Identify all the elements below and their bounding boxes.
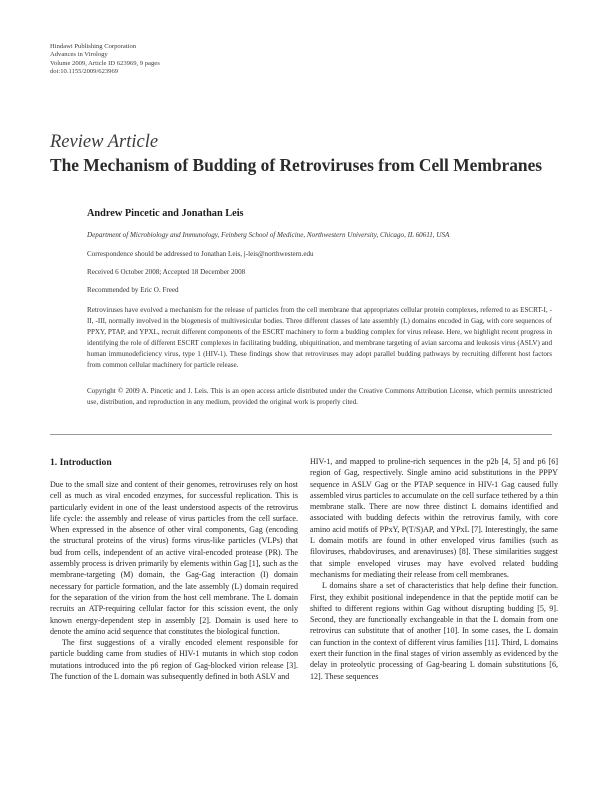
publisher-name: Hindawi Publishing Corporation (50, 43, 137, 50)
recommended-by: Recommended by Eric O. Freed (87, 286, 179, 294)
volume-info: Volume 2009, Article ID 623969, 9 pages (50, 59, 160, 67)
journal-name: Advances in Virology (50, 51, 108, 59)
received-accepted-dates: Received 6 October 2008; Accepted 18 December 2008 (87, 268, 246, 276)
paragraph: The first suggestions of a virally encoded element responsible for particle budding came from studies of HIV-1 mutants in which stop codon mutations introduced into the p6 region of Gag-blocked virion release [3]. The function of the L domain was subsequently defined in both ASLV and (50, 638, 298, 682)
body-column-right (310, 456, 558, 682)
section-divider (50, 434, 552, 435)
paragraph: HIV-1, and mapped to proline-rich sequences in the p2b [4, 5] and p6 [6] region of Gag, respectively. Single amino acid substitutions in the PPPY sequence in ASLV Gag or the PTAP sequence in HIV-1 Gag caused fully assembled virus particles to accumulate on the cell surface tethered by a thin membrane stalk. There are now three distinct L domains identified and associated with budding defects within the retrovirus family, with core amino acid motifs of PPxY, P(T/S)AP, and YPxL [7]. Interestingly, the same L domain motifs are found in other enveloped virus families (such as filoviruses, rhabdoviruses, and arenaviruses) [8]. These similarities suggest that simple enveloped viruses may have evolved related budding mechanisms for mediating their release from cell membranes. (310, 457, 558, 579)
doi-link[interactable]: doi:10.1155/2009/623969 (50, 68, 119, 76)
paragraph: L domains share a set of characteristics that help define their function. First, they exhibit positional independence in that the peptide motif can be shifted to different regions within Gag without disrupting budding [5, 9]. Second, they are functionally exchangeable in that the L domain from one retrovirus can substitute that of another [10]. In some cases, the L domain can function in the context of different virus families [11]. Third, L domains exert their function in the final stages of virion assembly as evidenced by the delay in proteolytic processing of Gag-bearing L domain substitutions [6, 12]. These sequences (310, 581, 558, 681)
section-heading: 1. Introduction (50, 457, 112, 468)
affiliation: Department of Microbiology and Immunology, Feinberg School of Medicine, Northwestern University, Chicago, IL 60611, USA (87, 231, 450, 239)
body-column-left (50, 456, 298, 682)
paper-title: The Mechanism of Budding of Retroviruses from Cell Membranes (50, 155, 543, 175)
correspondence-note: Correspondence should be addressed to Jonathan Leis, j-leis@northwestern.edu (87, 250, 314, 258)
paragraph: Due to the small size and content of their genomes, retroviruses rely on host cell as much as viral encoded enzymes, for successful replication. This is particularly evident in one of the least understood aspects of the retrovirus life cycle: the assembly and release of virus particles from the cell surface. When expressed in the absence of other viral components, Gag (encoding the structural proteins of the virus) forms virus-like particles (VLPs) that bud from cells, independent of an active viral-encoded protease (PR). The assembly process is driven primarily by elements within Gag [1], such as the membrane-targeting (M) domain, the Gag-Gag interaction (I) domain necessary for particle formation, and the late assembly (L) domain required for the separation of the virion from the host cell membrane. The L domain recruits an ATP-requiring cellular factor for this scission event, the only known energy-dependent step in assembly [2]. Domain is used here to denote the amino acid sequence that constitutes the biological function. (50, 480, 298, 636)
article-type: Review Article (50, 132, 159, 152)
author-list: Andrew Pincetic and Jonathan Leis (87, 208, 244, 219)
journal-header (50, 43, 160, 77)
abstract: Retroviruses have evolved a mechanism for the release of particles from the cell membrane that appropriates cellular protein complexes, referred to as ESCRT-I, -II, -III, normally involved in the biogenesis of multivesicular bodies. Three different classes of late assembly (L) domains encoded in Gag, with core sequences of PPXY, PTAP, and YPXL, recruit different components of the ESCRT machinery to form a budding complex for virus release. Here, we highlight recent progress in identifying the role of different ESCRT complexes in facilitating budding, ubiquitination, and membrane targeting of avian sarcoma and leukosis virus (ASLV) and human immunodeficiency virus, type 1 (HIV-1). These findings show that retroviruses may adopt parallel budding pathways by recruiting different host factors from common cellular machinery for particle release. (87, 306, 552, 369)
copyright-notice: Copyright © 2009 A. Pincetic and J. Leis. This is an open access article distributed under the Creative Commons Attribution License, which permits unrestricted use, distribution, and reproduction in any medium, provided the original work is properly cited. (87, 387, 552, 406)
